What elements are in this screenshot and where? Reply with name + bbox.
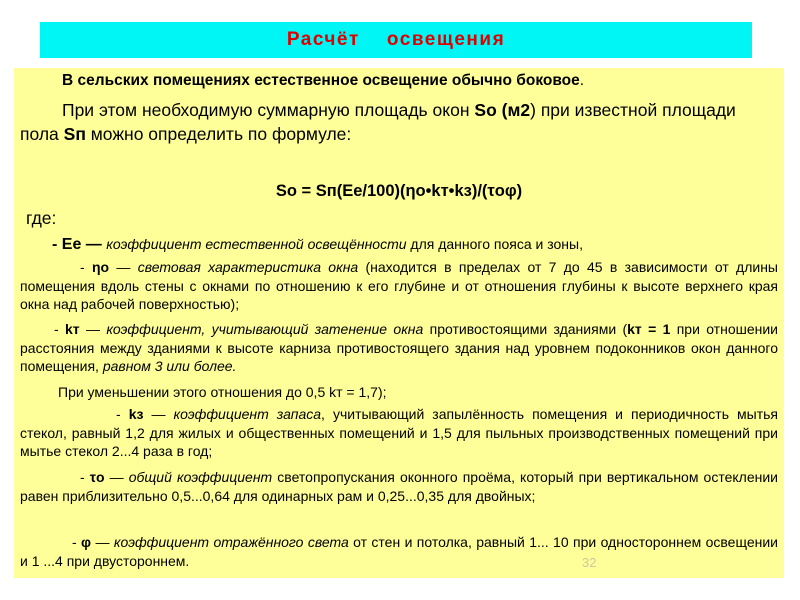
where-label: где: (26, 208, 57, 228)
item-kt: - kт — коэффициент, учитывающий затенение окна противостоящими зданиями (kт = 1 при отношении расстояния между зданиями к высоте карниза противостоящего здания над уровнем подоконников окон данного помещения, равном 3 или более. (20, 321, 779, 374)
slide-title-bar (40, 22, 752, 58)
item-kt-note: При уменьшении этого отношения до 0,5 kт = 1,7); (58, 384, 387, 400)
item-tau: - τо — общий коэффициент светопропускания оконного проёма, который при вертикальном остеклении равен приблизительно 0,5...0,64 для одинарных рам и 0,25...0,35 для двойных; (20, 469, 778, 504)
lighting-formula: So = Sп(Ее/100)(ηо•kт•kз)/(τоφ) (275, 182, 523, 200)
item-kz: - kз — коэффициент запаса, учитывающий запылённость помещения и периодичность мытья стекол, равный 1,2 для жилых и общественных помещений и 1,5 для пыльных производственных помещений при мытье стекол 2...4 раза в год; (20, 406, 778, 459)
slide-title: Расчёт освещения (286, 29, 506, 50)
item-phi: - φ — коэффициент отражённого света от стен и потолка, равный 1... 10 при одностороннем освещении и 1 ...4 при двустороннем. (20, 534, 778, 569)
intro-paragraph: В сельских помещениях естественное освещение обычно боковое. (62, 72, 585, 89)
formula-intro-paragraph: При этом необходимую суммарную площадь окон So (м2) при известной площади пола Sп можно определить по формуле: (20, 100, 736, 144)
page-number: 32 (582, 555, 597, 570)
item-ee: - Ее — коэффициент естественной освещённости для данного пояса и зоны, (52, 236, 583, 253)
item-eta: - ηо — световая характеристика окна (находится в пределах от 7 до 45 в зависимости от длины помещения вдоль стены с окнами по отношению к его глубине и от отношения глубины к высоте верхнего края окна над рабочей поверхностью); (20, 259, 778, 312)
content-panel (14, 68, 784, 578)
